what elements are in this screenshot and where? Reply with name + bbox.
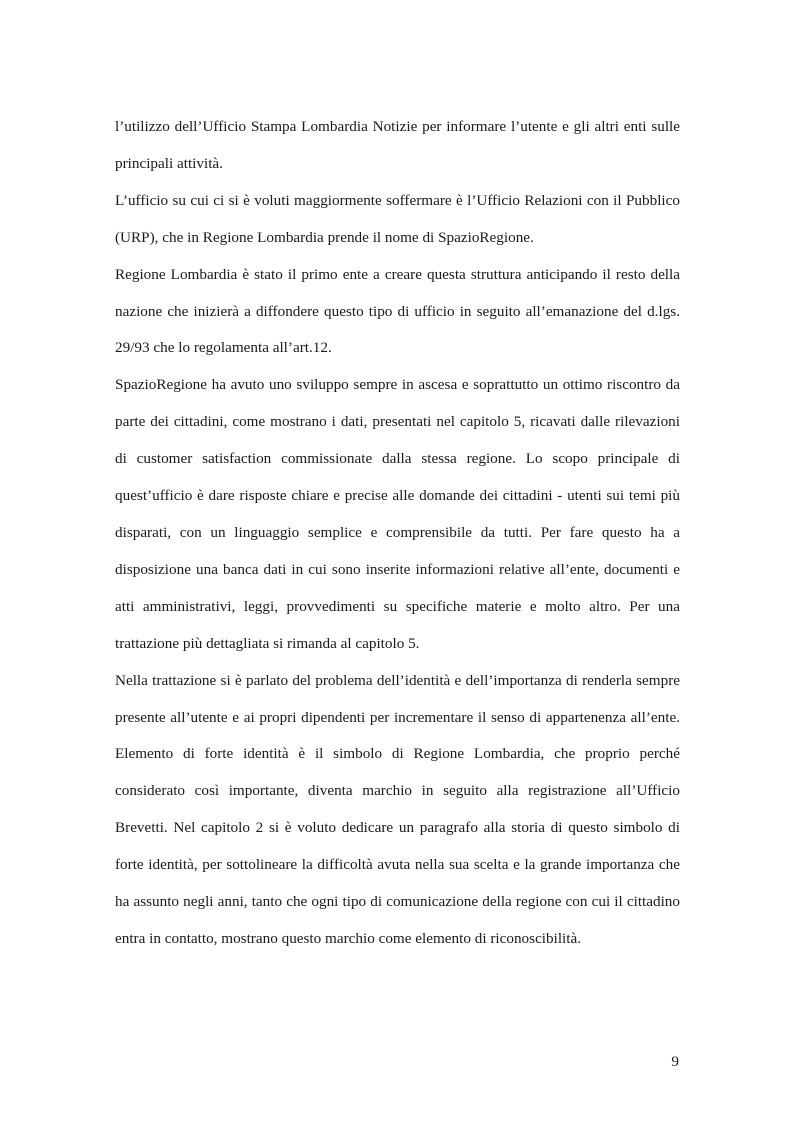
paragraph-5: Nella trattazione si è parlato del problema dell’identità e dell’importanza di renderla sempre presente all’utente e ai propri dipendenti per incrementare il senso di appartenenza all’ente. Elemento di forte identità è il simbolo di Regione Lombardia, che proprio perché considerato così importante, diventa marchio in seguito alla registrazione all’Ufficio Brevetti. Nel capitolo 2 si è voluto dedicare un paragrafo alla storia di questo simbolo di forte identità, per sottolineare la difficoltà avuta nella sua scelta e la grande importanza che ha assunto negli anni, tanto che ogni tipo di comunicazione della regione con cui il cittadino entra in contatto, mostrano questo marchio come elemento di riconoscibilità. — [115, 671, 680, 947]
paragraph-1: l’utilizzo dell’Ufficio Stampa Lombardia Notizie per informare l’utente e gli altri enti sulle principali attività. — [115, 118, 680, 172]
paragraph-2: L’ufficio su cui ci si è voluti maggiormente soffermare è l’Ufficio Relazioni con il Pubblico (URP), che in Regione Lombardia prende il nome di SpazioRegione. — [115, 191, 680, 246]
paragraph-4: SpazioRegione ha avuto uno sviluppo sempre in ascesa e soprattutto un ottimo riscontro da parte dei cittadini, come mostrano i dati, presentati nel capitolo 5, ricavati dalle rilevazioni di customer satisfaction commissionate dalla stessa regione. Lo scopo principale di quest’ufficio è dare risposte chiare e precise alle domande dei cittadini - utenti sui temi più disparati, con un linguaggio semplice e comprensibile da tutti. Per fare questo ha a disposizione una banca dati in cui sono inserite informazioni relative all’ente, documenti e atti amministrativi, leggi, provvedimenti su specifiche materie e molto altro. Per una trattazione più dettagliata si rimanda al capitolo 5. — [115, 376, 680, 652]
page-number: 9 — [671, 1053, 679, 1070]
body-text — [115, 109, 680, 958]
paragraph-3: Regione Lombardia è stato il primo ente a creare questa struttura anticipando il resto della nazione che inizierà a diffondere questo tipo di ufficio in seguito all’emanazione del d.lgs. 29/93 che lo regolamenta all’art.12. — [115, 265, 680, 357]
